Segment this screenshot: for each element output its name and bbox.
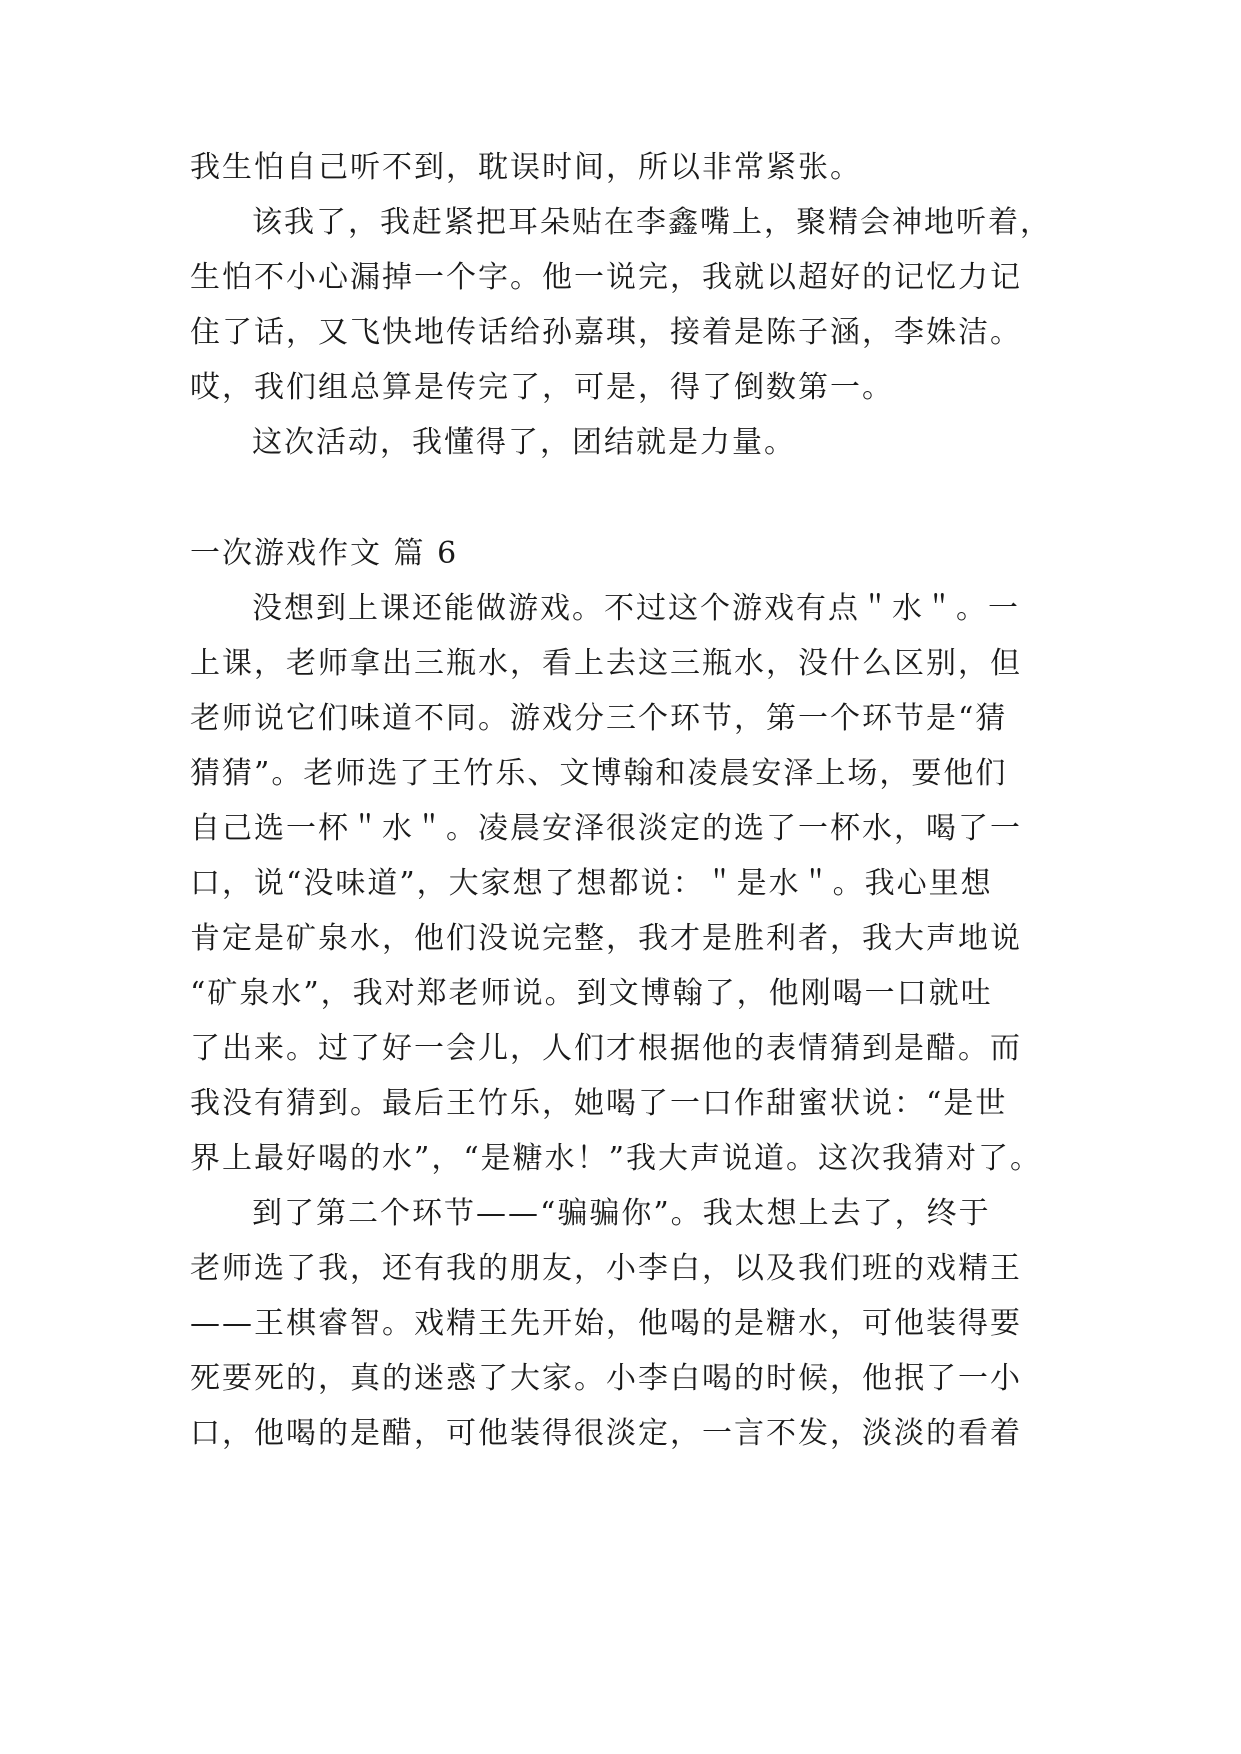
paragraph-line: “矿泉水”，我对郑老师说。到文博翰了，他刚喝一口就吐 (190, 976, 993, 1011)
paragraph-line: 我生怕自己听不到，耽误时间，所以非常紧张。 (190, 150, 862, 185)
paragraph-line: 上课，老师拿出三瓶水，看上去这三瓶水，没什么区别，但 (190, 646, 1022, 681)
paragraph-line: 老师说它们味道不同。游戏分三个环节，第一个环节是“猜 (190, 701, 1008, 736)
paragraph-line: 口，他喝的是醋，可他装得很淡定，一言不发，淡淡的看着 (190, 1416, 1022, 1451)
paragraph-line: 肯定是矿泉水，他们没说完整，我才是胜利者，我大声地说 (190, 921, 1022, 956)
paragraph-line: 这次活动，我懂得了，团结就是力量。 (252, 425, 796, 460)
paragraph-line: 死要死的，真的迷惑了大家。小李白喝的时候，他抿了一小 (190, 1361, 1022, 1396)
paragraph-line: 我没有猜到。最后王竹乐，她喝了一口作甜蜜状说：“是世 (190, 1086, 1008, 1121)
paragraph-line: 到了第二个环节——“骗骗你”。我太想上去了，终于 (252, 1196, 991, 1231)
paragraph-line: ——王棋睿智。戏精王先开始，他喝的是糖水，可他装得要 (190, 1306, 1022, 1341)
paragraph-line: 老师选了我，还有我的朋友，小李白，以及我们班的戏精王 (190, 1251, 1022, 1286)
paragraph-line: 自己选一杯＂水＂。凌晨安泽很淡定的选了一杯水，喝了一 (190, 811, 1022, 846)
paragraph-line: 口，说“没味道”，大家想了想都说：＂是水＂。我心里想 (190, 866, 993, 901)
section-heading: 一次游戏作文 篇 6 (190, 536, 459, 571)
paragraph-line: 了出来。过了好一会儿，人们才根据他的表情猜到是醋。而 (190, 1031, 1022, 1066)
paragraph-line: 没想到上课还能做游戏。不过这个游戏有点＂水＂。一 (252, 591, 1020, 626)
paragraph-line: 生怕不小心漏掉一个字。他一说完，我就以超好的记忆力记 (190, 260, 1022, 295)
paragraph-line: 哎，我们组总算是传完了，可是，得了倒数第一。 (190, 370, 894, 405)
paragraph-line: 界上最好喝的水”，“是糖水！”我大声说道。这次我猜对了。 (190, 1141, 1043, 1176)
paragraph-line: 该我了，我赶紧把耳朵贴在李鑫嘴上，聚精会神地听着， (252, 205, 1052, 240)
paragraph-line: 猜猜”。老师选了王竹乐、文博翰和凌晨安泽上场，要他们 (190, 756, 1008, 791)
paragraph-line: 住了话，又飞快地传话给孙嘉琪，接着是陈子涵，李姝洁。 (190, 315, 1022, 350)
